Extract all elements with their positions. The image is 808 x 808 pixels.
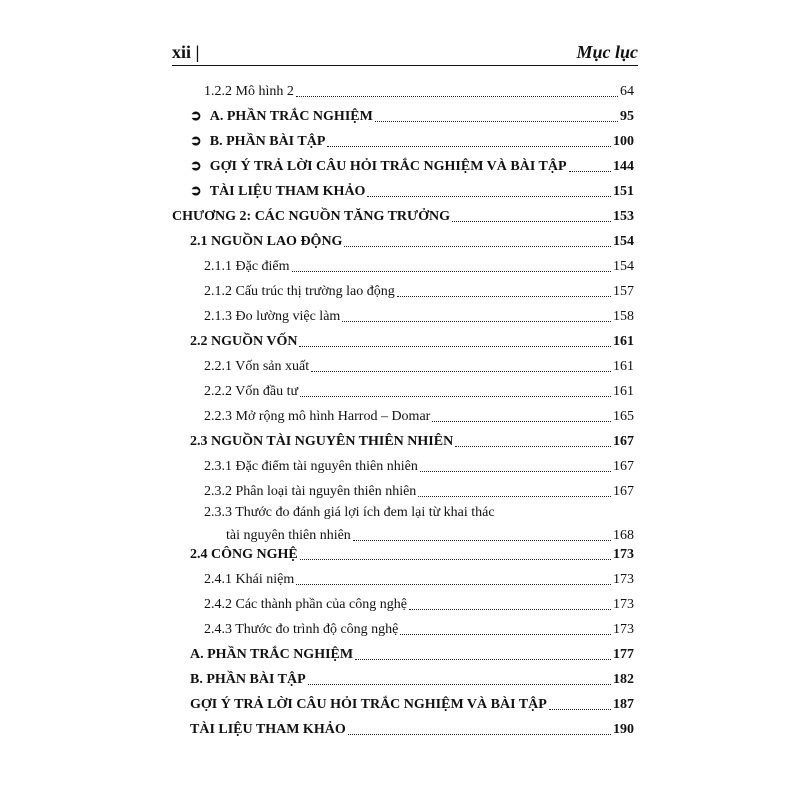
toc-entry-label: 2.3.2 Phân loại tài nguyên thiên nhiên: [204, 484, 417, 499]
toc-entry-label: 2.1 NGUỒN LAO ĐỘNG: [190, 234, 343, 249]
arrow-bullet-icon: ➲: [190, 159, 202, 174]
toc-entry-label: A. PHẦN TRẮC NGHIỆM: [209, 109, 373, 124]
toc-section-entry[interactable]: [190, 234, 634, 250]
toc-entry-page: 154: [613, 234, 634, 249]
toc-entry-label: 2.2 NGUỒN VỐN: [190, 334, 298, 349]
dot-leader: [420, 470, 611, 472]
toc-entry-page: 151: [613, 184, 634, 199]
toc-entry-label: 2.1.1 Đặc điểm: [204, 259, 290, 274]
dot-leader: [299, 345, 611, 347]
dot-leader: [296, 583, 611, 585]
toc-entry-page: 144: [613, 159, 634, 174]
toc-entry-label: 2.4.1 Khái niệm: [204, 572, 295, 587]
arrow-bullet-icon: ➲: [190, 184, 202, 199]
dot-leader: [367, 195, 611, 197]
dot-leader: [344, 245, 611, 247]
toc-entry-page: 168: [613, 528, 634, 543]
toc-section-entry[interactable]: [190, 647, 634, 663]
toc-entry-page: 167: [613, 459, 634, 474]
toc-entry-page: 161: [613, 334, 634, 349]
toc-entry[interactable]: [204, 384, 634, 400]
toc-entry[interactable]: [204, 359, 634, 375]
toc-entry[interactable]: [204, 284, 634, 300]
toc-entry-page: 157: [613, 284, 634, 299]
toc-entry-label-line2: tài nguyên thiên nhiên: [226, 528, 351, 543]
toc-section-entry[interactable]: [190, 334, 634, 350]
toc-entry-page: 187: [613, 697, 634, 712]
toc-entry-page: 173: [613, 597, 634, 612]
toc-entry-page: 158: [613, 309, 634, 324]
toc-entry-page: 167: [613, 484, 634, 499]
toc-entry-label: GỢI Ý TRẢ LỜI CÂU HỎI TRẮC NGHIỆM VÀ BÀI TẬP: [209, 159, 567, 174]
dot-leader: [400, 633, 611, 635]
toc-entry[interactable]: [204, 622, 634, 638]
toc-section-entry[interactable]: [190, 547, 634, 563]
toc-entry[interactable]: [204, 84, 634, 100]
toc-entry[interactable]: [204, 459, 634, 475]
toc-entry-continuation: [204, 528, 634, 544]
arrow-bullet-icon: ➲: [190, 109, 202, 124]
toc-entry-page: 161: [613, 384, 634, 399]
toc-entry-label: 2.2.2 Vốn đầu tư: [204, 384, 299, 399]
toc-entry[interactable]: [190, 109, 634, 125]
dot-leader: [342, 320, 611, 322]
toc-entry-label: TÀI LIỆU THAM KHẢO: [209, 184, 366, 199]
toc-entry-label: TÀI LIỆU THAM KHẢO: [190, 722, 346, 737]
dot-leader: [432, 420, 611, 422]
toc-entry-page: 173: [613, 547, 634, 562]
toc-entry-page: 165: [613, 409, 634, 424]
toc-chapter-entry[interactable]: [172, 209, 634, 225]
dot-leader: [300, 395, 611, 397]
toc-entry[interactable]: [190, 134, 634, 150]
toc-section-entry[interactable]: [190, 722, 634, 738]
dot-leader: [455, 445, 611, 447]
dot-leader: [311, 370, 611, 372]
dot-leader: [452, 220, 611, 222]
toc-entry-page: 64: [620, 84, 634, 99]
toc-entry[interactable]: [204, 597, 634, 613]
toc-entry-page: 100: [613, 134, 634, 149]
toc-entry-page: 95: [620, 109, 634, 124]
dot-leader: [308, 683, 611, 685]
toc-entry[interactable]: [204, 572, 634, 588]
dot-leader: [353, 539, 611, 541]
toc-entry-page: 173: [613, 622, 634, 637]
arrow-bullet-icon: ➲: [190, 134, 202, 149]
dot-leader: [397, 295, 611, 297]
dot-leader: [348, 733, 611, 735]
toc-entry-label: B. PHẦN BÀI TẬP: [190, 672, 306, 687]
toc-entry[interactable]: [204, 484, 634, 500]
dot-leader: [355, 658, 611, 660]
toc-section-entry[interactable]: [190, 434, 634, 450]
dot-leader: [569, 170, 611, 172]
toc-entry-page: 161: [613, 359, 634, 374]
toc-entry-label: 2.3 NGUỒN TÀI NGUYÊN THIÊN NHIÊN: [190, 434, 454, 449]
toc-entry-label: 2.1.2 Cấu trúc thị trường lao động: [204, 284, 395, 299]
toc-entry-page: 177: [613, 647, 634, 662]
dot-leader: [292, 270, 611, 272]
toc-entry-label: 2.2.3 Mở rộng mô hình Harrod – Domar: [204, 409, 431, 424]
toc-entry-page: 182: [613, 672, 634, 687]
page-number: xii |: [172, 42, 200, 62]
dot-leader: [409, 608, 611, 610]
toc-entry-label: GỢI Ý TRẢ LỜI CÂU HỎI TRẮC NGHIỆM VÀ BÀI TẬP: [190, 697, 547, 712]
toc-entry[interactable]: [204, 259, 634, 275]
toc-entry-page: 154: [613, 259, 634, 274]
toc-section-entry[interactable]: [190, 672, 634, 688]
dot-leader: [327, 145, 611, 147]
toc-entry-label: 2.3.3 Thước đo đánh giá lợi ích đem lại từ khai thác: [204, 505, 495, 520]
toc-entry-page: 190: [613, 722, 634, 737]
toc-section-entry[interactable]: [190, 697, 634, 713]
toc-entry-label: 2.3.1 Đặc điểm tài nguyên thiên nhiên: [204, 459, 418, 474]
dot-leader: [418, 495, 611, 497]
toc-entry[interactable]: [190, 159, 634, 175]
dot-leader: [300, 558, 611, 560]
dot-leader: [296, 95, 618, 97]
toc-entry-label: B. PHẦN BÀI TẬP: [209, 134, 326, 149]
dot-leader: [375, 120, 618, 122]
toc-entry[interactable]: [204, 505, 634, 544]
running-title: Mục lục: [576, 42, 638, 62]
toc-entry-label: CHƯƠNG 2: CÁC NGUỒN TĂNG TRƯỞNG: [172, 209, 451, 224]
toc-entry-label: 2.4.2 Các thành phần của công nghệ: [204, 597, 407, 612]
toc-entry[interactable]: [204, 409, 634, 425]
toc-entry-label: A. PHẦN TRẮC NGHIỆM: [190, 647, 354, 662]
toc-entry-label: 2.4.3 Thước đo trình độ công nghệ: [204, 622, 399, 637]
toc-entry-page: 153: [613, 209, 634, 224]
toc-entry-page: 167: [613, 434, 634, 449]
toc-entry-label: 2.2.1 Vốn sản xuất: [204, 359, 310, 374]
toc-entry-label: 2.4 CÔNG NGHỆ: [190, 547, 298, 562]
toc-entry-label: 2.1.3 Đo lường việc làm: [204, 309, 341, 324]
toc-entry[interactable]: [190, 184, 634, 200]
dot-leader: [549, 708, 611, 710]
toc-entry[interactable]: [204, 309, 634, 325]
toc-entry-label: 1.2.2 Mô hình 2: [204, 84, 294, 99]
toc-entry-page: 173: [613, 572, 634, 587]
